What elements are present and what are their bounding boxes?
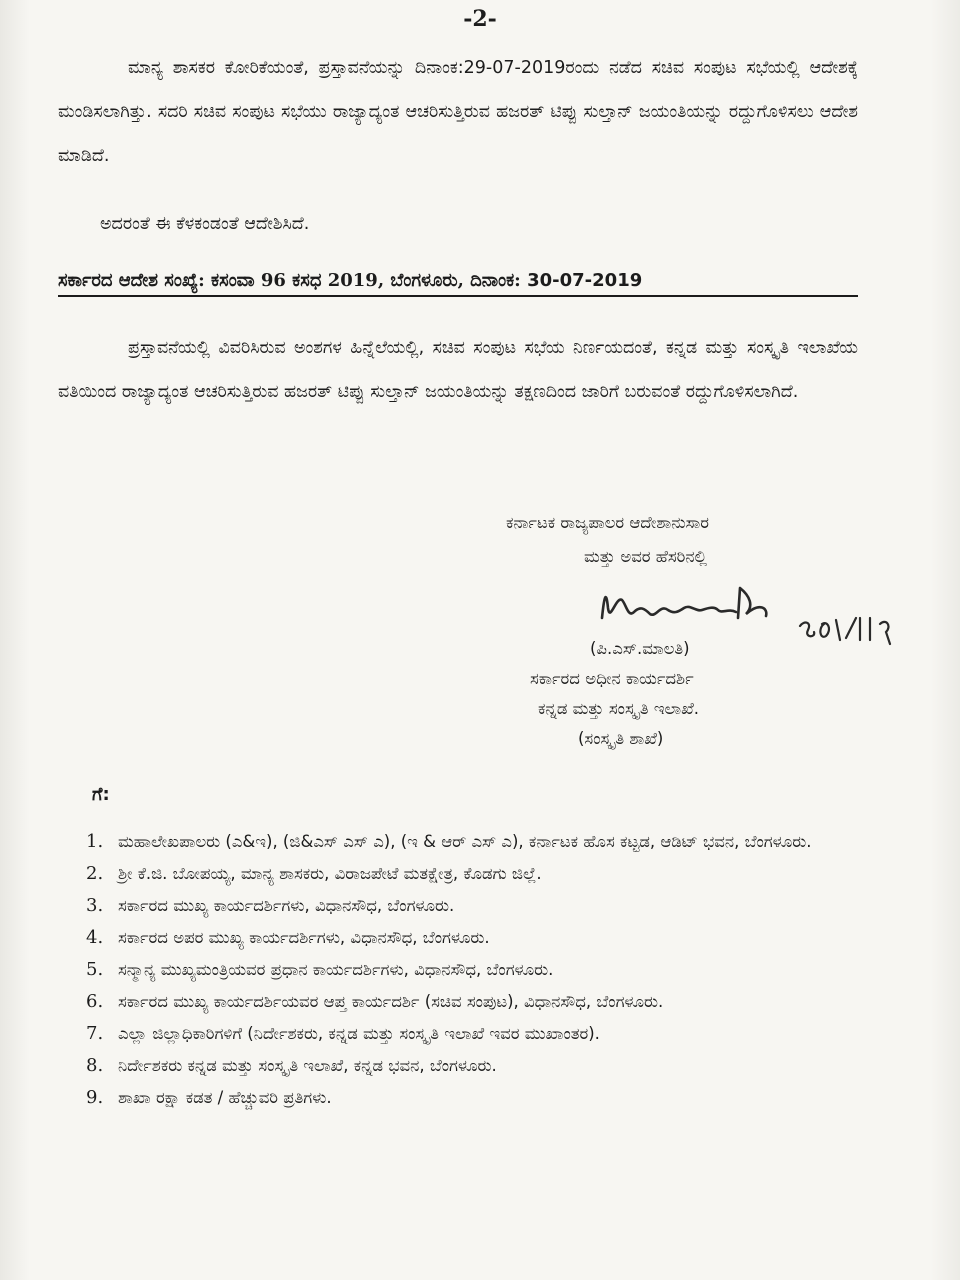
recipient-item: [86, 1050, 876, 1082]
recipient-item: [86, 858, 876, 890]
officer-designation: ಸರ್ಕಾರದ ಅಧೀನ ಕಾರ್ಯದರ್ಶಿ: [530, 669, 694, 688]
order-intro: ಅದರಂತೆ ಈ ಕೆಳಕಂಡಂತೆ ಆದೇಶಿಸಿದೆ.: [100, 214, 310, 234]
recipient-item: [86, 1082, 876, 1114]
recipient-item: [86, 986, 876, 1018]
recipient-number: 2.: [86, 863, 104, 884]
recipient-text: ಎಲ್ಲಾ ಜಿಲ್ಲಾಧಿಕಾರಿಗಳಿಗೆ (ನಿರ್ದೇಶಕರು, ಕನ್ನಡ ಮತ್ತು ಸಂಸ್ಕೃತಿ ಇಲಾಖೆ ಇವರ ಮುಖಾಂತರ).: [118, 1024, 600, 1043]
signing-authority: [500, 506, 830, 574]
recipient-item: [86, 922, 876, 954]
recipient-item: [86, 1018, 876, 1050]
recipient-text: ಸರ್ಕಾರದ ಮುಖ್ಯ ಕಾರ್ಯದರ್ಶಿಗಳು, ವಿಧಾನಸೌಧ, ಬೆಂಗಳೂರು.: [118, 896, 455, 915]
order-body-paragraph: ಪ್ರಸ್ತಾವನೆಯಲ್ಲಿ ವಿವರಿಸಿರುವ ಅಂಶಗಳ ಹಿನ್ನೆಲೆಯಲ್ಲಿ, ಸಚಿವ ಸಂಪುಟ ಸಭೆಯ ನಿರ್ಣಯದಂತೆ, ಕನ್ನಡ ಮತ್ತು ಸಂಸ್ಕೃತಿ ಇಲಾಖೆಯ ವತಿಯಿಂದ ರಾಜ್ಯಾದ್ಯಂತ ಆಚರಿಸುತ್ತಿರುವ ಹಜರತ್ ಟಿಪ್ಪು ಸುಲ್ತಾನ್ ಜಯಂತಿಯನ್ನು ತಕ್ಷಣದಿಂದ ಜಾರಿಗೆ ಬರುವಂತೆ ರದ್ದುಗೊಳಿಸಲಾಗಿದೆ.: [58, 338, 858, 402]
preamble-paragraph: ಮಾನ್ಯ ಶಾಸಕರ ಕೋರಿಕೆಯಂತೆ, ಪ್ರಸ್ತಾವನೆಯನ್ನು ದಿನಾಂಕ:29-07-2019ರಂದು ನಡೆದ ಸಚಿವ ಸಂಪುಟ ಸಭೆಯಲ್ಲಿ ಆದೇಶಕ್ಕೆ ಮಂಡಿಸಲಾಗಿತ್ತು. ಸದರಿ ಸಚಿವ ಸಂಪುಟ ಸಭೆಯು ರಾಜ್ಯಾದ್ಯಂತ ಆಚರಿಸುತ್ತಿರುವ ಹಜರತ್ ಟಿಪ್ಪು ಸುಲ್ತಾನ್ ಜಯಂತಿಯನ್ನು ರದ್ದುಗೊಳಿಸಲು ಆದೇಶ ಮಾಡಿದೆ.: [58, 58, 858, 166]
recipient-text: ಶಾಖಾ ರಕ್ಷಾ ಕಡತ / ಹೆಚ್ಚುವರಿ ಪ್ರತಿಗಳು.: [118, 1088, 332, 1107]
recipient-text: ಸರ್ಕಾರದ ಅಪರ ಮುಖ್ಯ ಕಾರ್ಯದರ್ಶಿಗಳು, ವಿಧಾನಸೌಧ, ಬೆಂಗಳೂರು.: [118, 928, 490, 947]
recipient-number: 8.: [86, 1055, 104, 1076]
officer-department: ಕನ್ನಡ ಮತ್ತು ಸಂಸ್ಕೃತಿ ಇಲಾಖೆ.: [538, 699, 699, 718]
go-label-number: ಸರ್ಕಾರದ ಆದೇಶ ಸಂಖ್ಯೆ: ಕಸಂವಾ 96 ಕಸಧ 2019, ಬೆಂಗಳೂರು, ದಿನಾಂಕ:: [58, 270, 521, 291]
authority-line-1: ಕರ್ನಾಟಕ ರಾಜ್ಯಪಾಲರ ಆದೇಶಾನುಸಾರ: [506, 513, 709, 532]
recipient-text: ಸರ್ಕಾರದ ಮುಖ್ಯ ಕಾರ್ಯದರ್ಶಿಯವರ ಆಪ್ತ ಕಾರ್ಯದರ್ಶಿ (ಸಚಿವ ಸಂಪುಟ), ವಿಧಾನಸೌಧ, ಬೆಂಗಳೂರು.: [118, 992, 664, 1011]
recipient-text: ನಿರ್ದೇಶಕರು ಕನ್ನಡ ಮತ್ತು ಸಂಸ್ಕೃತಿ ಇಲಾಖೆ, ಕನ್ನಡ ಭವನ, ಬೆಂಗಳೂರು.: [118, 1056, 497, 1075]
recipient-text: ಸನ್ಮಾನ್ಯ ಮುಖ್ಯಮಂತ್ರಿಯವರ ಪ್ರಧಾನ ಕಾರ್ಯದರ್ಶಿಗಳು, ವಿಧಾನಸೌಧ, ಬೆಂಗಳೂರು.: [118, 960, 554, 979]
recipient-number: 6.: [86, 991, 104, 1012]
recipient-number: 4.: [86, 927, 104, 948]
authority-line-2: ಮತ್ತು ಅವರ ಹೆಸರಿನಲ್ಲಿ: [584, 547, 707, 566]
page-number: -2-: [463, 6, 497, 32]
recipient-item: [86, 890, 876, 922]
recipient-list: [86, 826, 876, 1114]
recipient-number: 5.: [86, 959, 104, 980]
recipient-item: [86, 954, 876, 986]
officer-name: (ಪಿ.ಎಸ್.ಮಾಲತಿ): [590, 639, 690, 658]
to-label: ಗೆ:: [92, 784, 110, 805]
recipient-number: 9.: [86, 1087, 104, 1108]
officer-branch: (ಸಂಸ್ಕೃತಿ ಶಾಖೆ): [578, 729, 664, 748]
government-order-number: [58, 270, 858, 297]
recipient-number: 1.: [86, 831, 104, 852]
go-date: 30-07-2019: [527, 270, 643, 291]
recipient-text: ಮಹಾಲೇಖಪಾಲರು (ಎ&ಇ), (ಜಿ&ಎಸ್ ಎಸ್ ಎ), (ಇ & ಆರ್ ಎಸ್ ಎ), ಕರ್ನಾಟಕ ಹೊಸ ಕಟ್ಟಡ, ಆಡಿಟ್ ಭವನ, ಬೆಂಗಳೂರು.: [118, 832, 812, 851]
recipient-number: 7.: [86, 1023, 104, 1044]
recipient-text: ಶ್ರೀ ಕೆ.ಜಿ. ಬೋಪಯ್ಯ, ಮಾನ್ಯ ಶಾಸಕರು, ವಿರಾಜಪೇಟೆ ಮತಕ್ಷೇತ್ರ, ಕೊಡಗು ಜಿಲ್ಲೆ.: [118, 864, 542, 883]
recipient-number: 3.: [86, 895, 104, 916]
recipient-item: [86, 826, 876, 858]
